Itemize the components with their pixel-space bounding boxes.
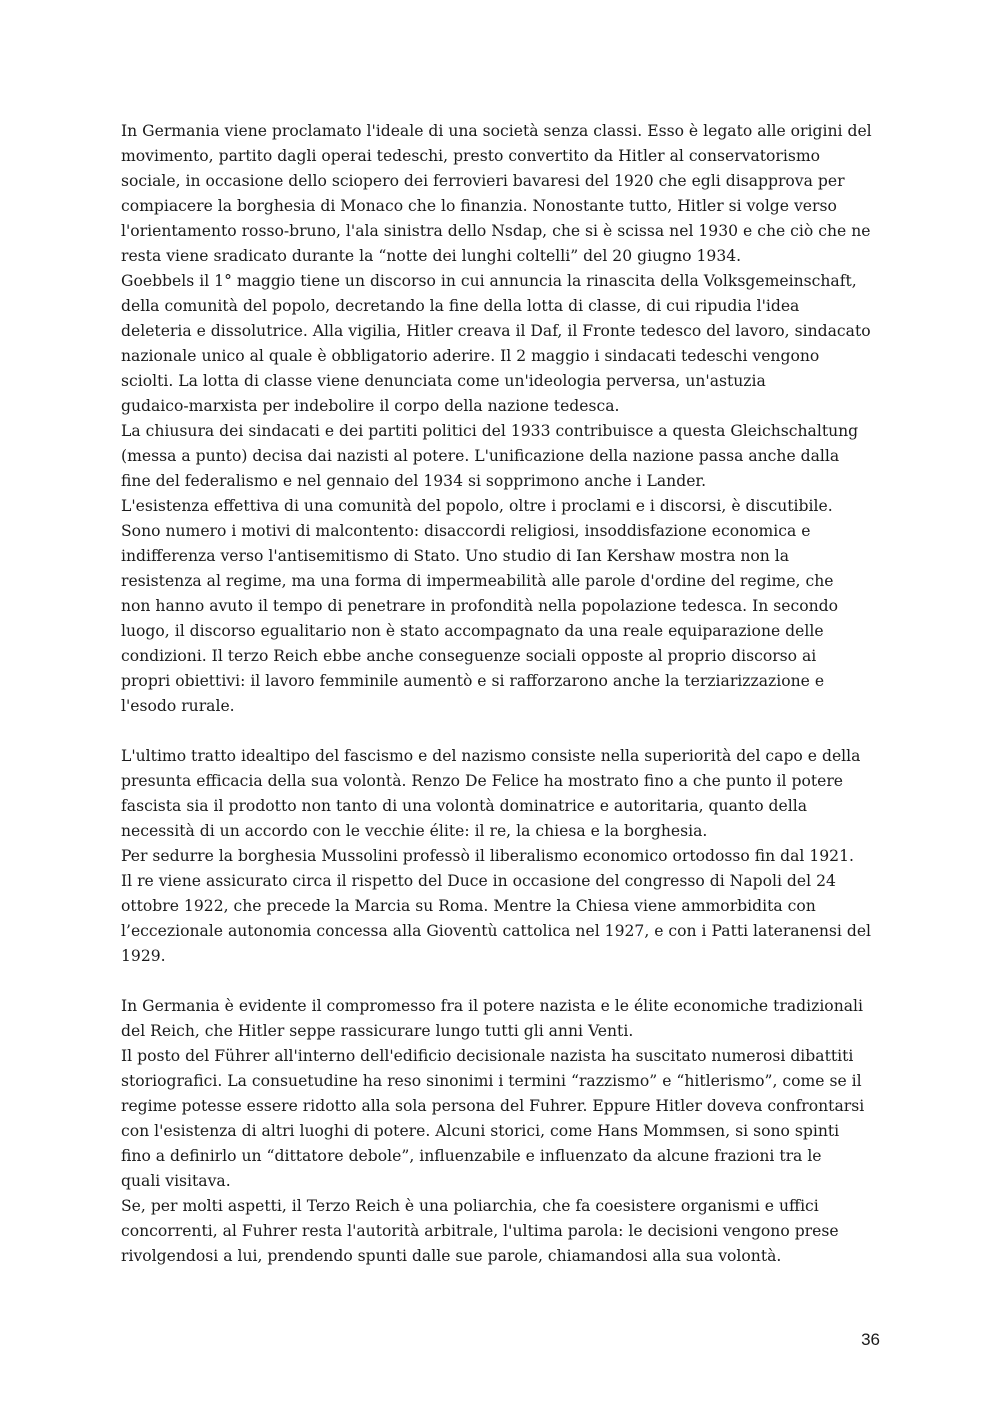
text-line: regime potesse essere ridotto alla sola persona del Fuhrer. Eppure Hitler doveva confrontarsi bbox=[121, 1097, 865, 1115]
text-line: Il re viene assicurato circa il rispetto del Duce in occasione del congresso di Napoli del 24 bbox=[121, 872, 836, 890]
text-line: storiografici. La consuetudine ha reso sinonimi i termini “razzismo” e “hitlerismo”, come se il bbox=[121, 1072, 862, 1090]
body-text bbox=[121, 119, 891, 1269]
paragraph bbox=[121, 744, 891, 969]
text-line: 1929. bbox=[121, 947, 166, 965]
text-line: (messa a punto) decisa dai nazisti al potere. L'unificazione della nazione passa anche dalla bbox=[121, 447, 840, 465]
text-line: L'ultimo tratto idealtipo del fascismo e del nazismo consiste nella superiorità del capo e della bbox=[121, 747, 861, 765]
text-line: indifferenza verso l'antisemitismo di Stato. Uno studio di Ian Kershaw mostra non la bbox=[121, 547, 790, 565]
page-number: 36 bbox=[861, 1330, 880, 1349]
paragraph bbox=[121, 119, 891, 719]
text-line: La chiusura dei sindacati e dei partiti politici del 1933 contribuisce a questa Gleichschaltung bbox=[121, 422, 859, 440]
text-line: nazionale unico al quale è obbligatorio aderire. Il 2 maggio i sindacati tedeschi vengono bbox=[121, 347, 820, 365]
text-line: Per sedurre la borghesia Mussolini professò il liberalismo economico ortodosso fin dal 1921. bbox=[121, 847, 854, 865]
text-line: non hanno avuto il tempo di penetrare in profondità nella popolazione tedesca. In secondo bbox=[121, 597, 838, 615]
text-line: Goebbels il 1° maggio tiene un discorso in cui annuncia la rinascita della Volksgemeinschaft, bbox=[121, 272, 857, 290]
text-line: Sono numero i motivi di malcontento: disaccordi religiosi, insoddisfazione economica e bbox=[121, 522, 811, 540]
text-line: deleteria e dissolutrice. Alla vigilia, Hitler creava il Daf, il Fronte tedesco del lavoro, sindacato bbox=[121, 322, 871, 340]
text-line: Il posto del Führer all'interno dell'edificio decisionale nazista ha suscitato numerosi dibattiti bbox=[121, 1047, 854, 1065]
text-line: Se, per molti aspetti, il Terzo Reich è una poliarchia, che fa coesistere organismi e uffici bbox=[121, 1197, 819, 1215]
text-line: fino a definirlo un “dittatore debole”, influenzabile e influenzato da alcune frazioni tra le bbox=[121, 1147, 822, 1165]
text-line: rivolgendosi a lui, prendendo spunti dalle sue parole, chiamandosi alla sua volontà. bbox=[121, 1247, 782, 1265]
text-line: movimento, partito dagli operai tedeschi, presto convertito da Hitler al conservatorismo bbox=[121, 147, 821, 165]
paragraph bbox=[121, 994, 891, 1269]
text-line: gudaico-marxista per indebolire il corpo della nazione tedesca. bbox=[121, 397, 620, 415]
text-line: presunta efficacia della sua volontà. Renzo De Felice ha mostrato fino a che punto il potere bbox=[121, 772, 844, 790]
text-line: fascista sia il prodotto non tanto di una volontà dominatrice e autoritaria, quanto della bbox=[121, 797, 808, 815]
text-line: necessità di un accordo con le vecchie élite: il re, la chiesa e la borghesia. bbox=[121, 822, 708, 840]
text-line: propri obiettivi: il lavoro femminile aumentò e si rafforzarono anche la terziarizzazione e bbox=[121, 672, 825, 690]
text-line: della comunità del popolo, decretando la fine della lotta di classe, di cui ripudia l'idea bbox=[121, 297, 800, 315]
text-line: compiacere la borghesia di Monaco che lo finanzia. Nonostante tutto, Hitler si volge verso bbox=[121, 197, 837, 215]
text-line: L'esistenza effettiva di una comunità del popolo, oltre i proclami e i discorsi, è discutibile. bbox=[121, 497, 833, 515]
text-line: del Reich, che Hitler seppe rassicurare lungo tutti gli anni Venti. bbox=[121, 1022, 634, 1040]
text-line: l'orientamento rosso-bruno, l'ala sinistra dello Nsdap, che si è scissa nel 1930 e che ciò che ne bbox=[121, 222, 871, 240]
text-line: sociale, in occasione dello sciopero dei ferrovieri bavaresi del 1920 che egli disapprova per bbox=[121, 172, 845, 190]
text-line: sciolti. La lotta di classe viene denunciata come un'ideologia perversa, un'astuzia bbox=[121, 372, 766, 390]
text-line: resta viene sradicato durante la “notte dei lunghi coltelli” del 20 giugno 1934. bbox=[121, 247, 742, 265]
text-line: luogo, il discorso egualitario non è stato accompagnato da una reale equiparazione delle bbox=[121, 622, 824, 640]
text-line: In Germania viene proclamato l'ideale di una società senza classi. Esso è legato alle origini del bbox=[121, 122, 872, 140]
text-line: l'esodo rurale. bbox=[121, 697, 235, 715]
text-line: quali visitava. bbox=[121, 1172, 231, 1190]
paragraph-spacer bbox=[121, 719, 891, 744]
text-line: In Germania è evidente il compromesso fra il potere nazista e le élite economiche tradizionali bbox=[121, 997, 864, 1015]
text-line: concorrenti, al Fuhrer resta l'autorità arbitrale, l'ultima parola: le decisioni vengono prese bbox=[121, 1222, 839, 1240]
text-line: con l'esistenza di altri luoghi di potere. Alcuni storici, come Hans Mommsen, si sono spinti bbox=[121, 1122, 840, 1140]
text-line: fine del federalismo e nel gennaio del 1934 si sopprimono anche i Lander. bbox=[121, 472, 707, 490]
text-line: ottobre 1922, che precede la Marcia su Roma. Mentre la Chiesa viene ammorbidita con bbox=[121, 897, 816, 915]
paragraph-spacer bbox=[121, 969, 891, 994]
text-line: resistenza al regime, ma una forma di impermeabilità alle parole d'ordine del regime, che bbox=[121, 572, 834, 590]
text-line: l’eccezionale autonomia concessa alla Gioventù cattolica nel 1927, e con i Patti lateranensi del bbox=[121, 922, 872, 940]
text-line: condizioni. Il terzo Reich ebbe anche conseguenze sociali opposte al proprio discorso ai bbox=[121, 647, 817, 665]
